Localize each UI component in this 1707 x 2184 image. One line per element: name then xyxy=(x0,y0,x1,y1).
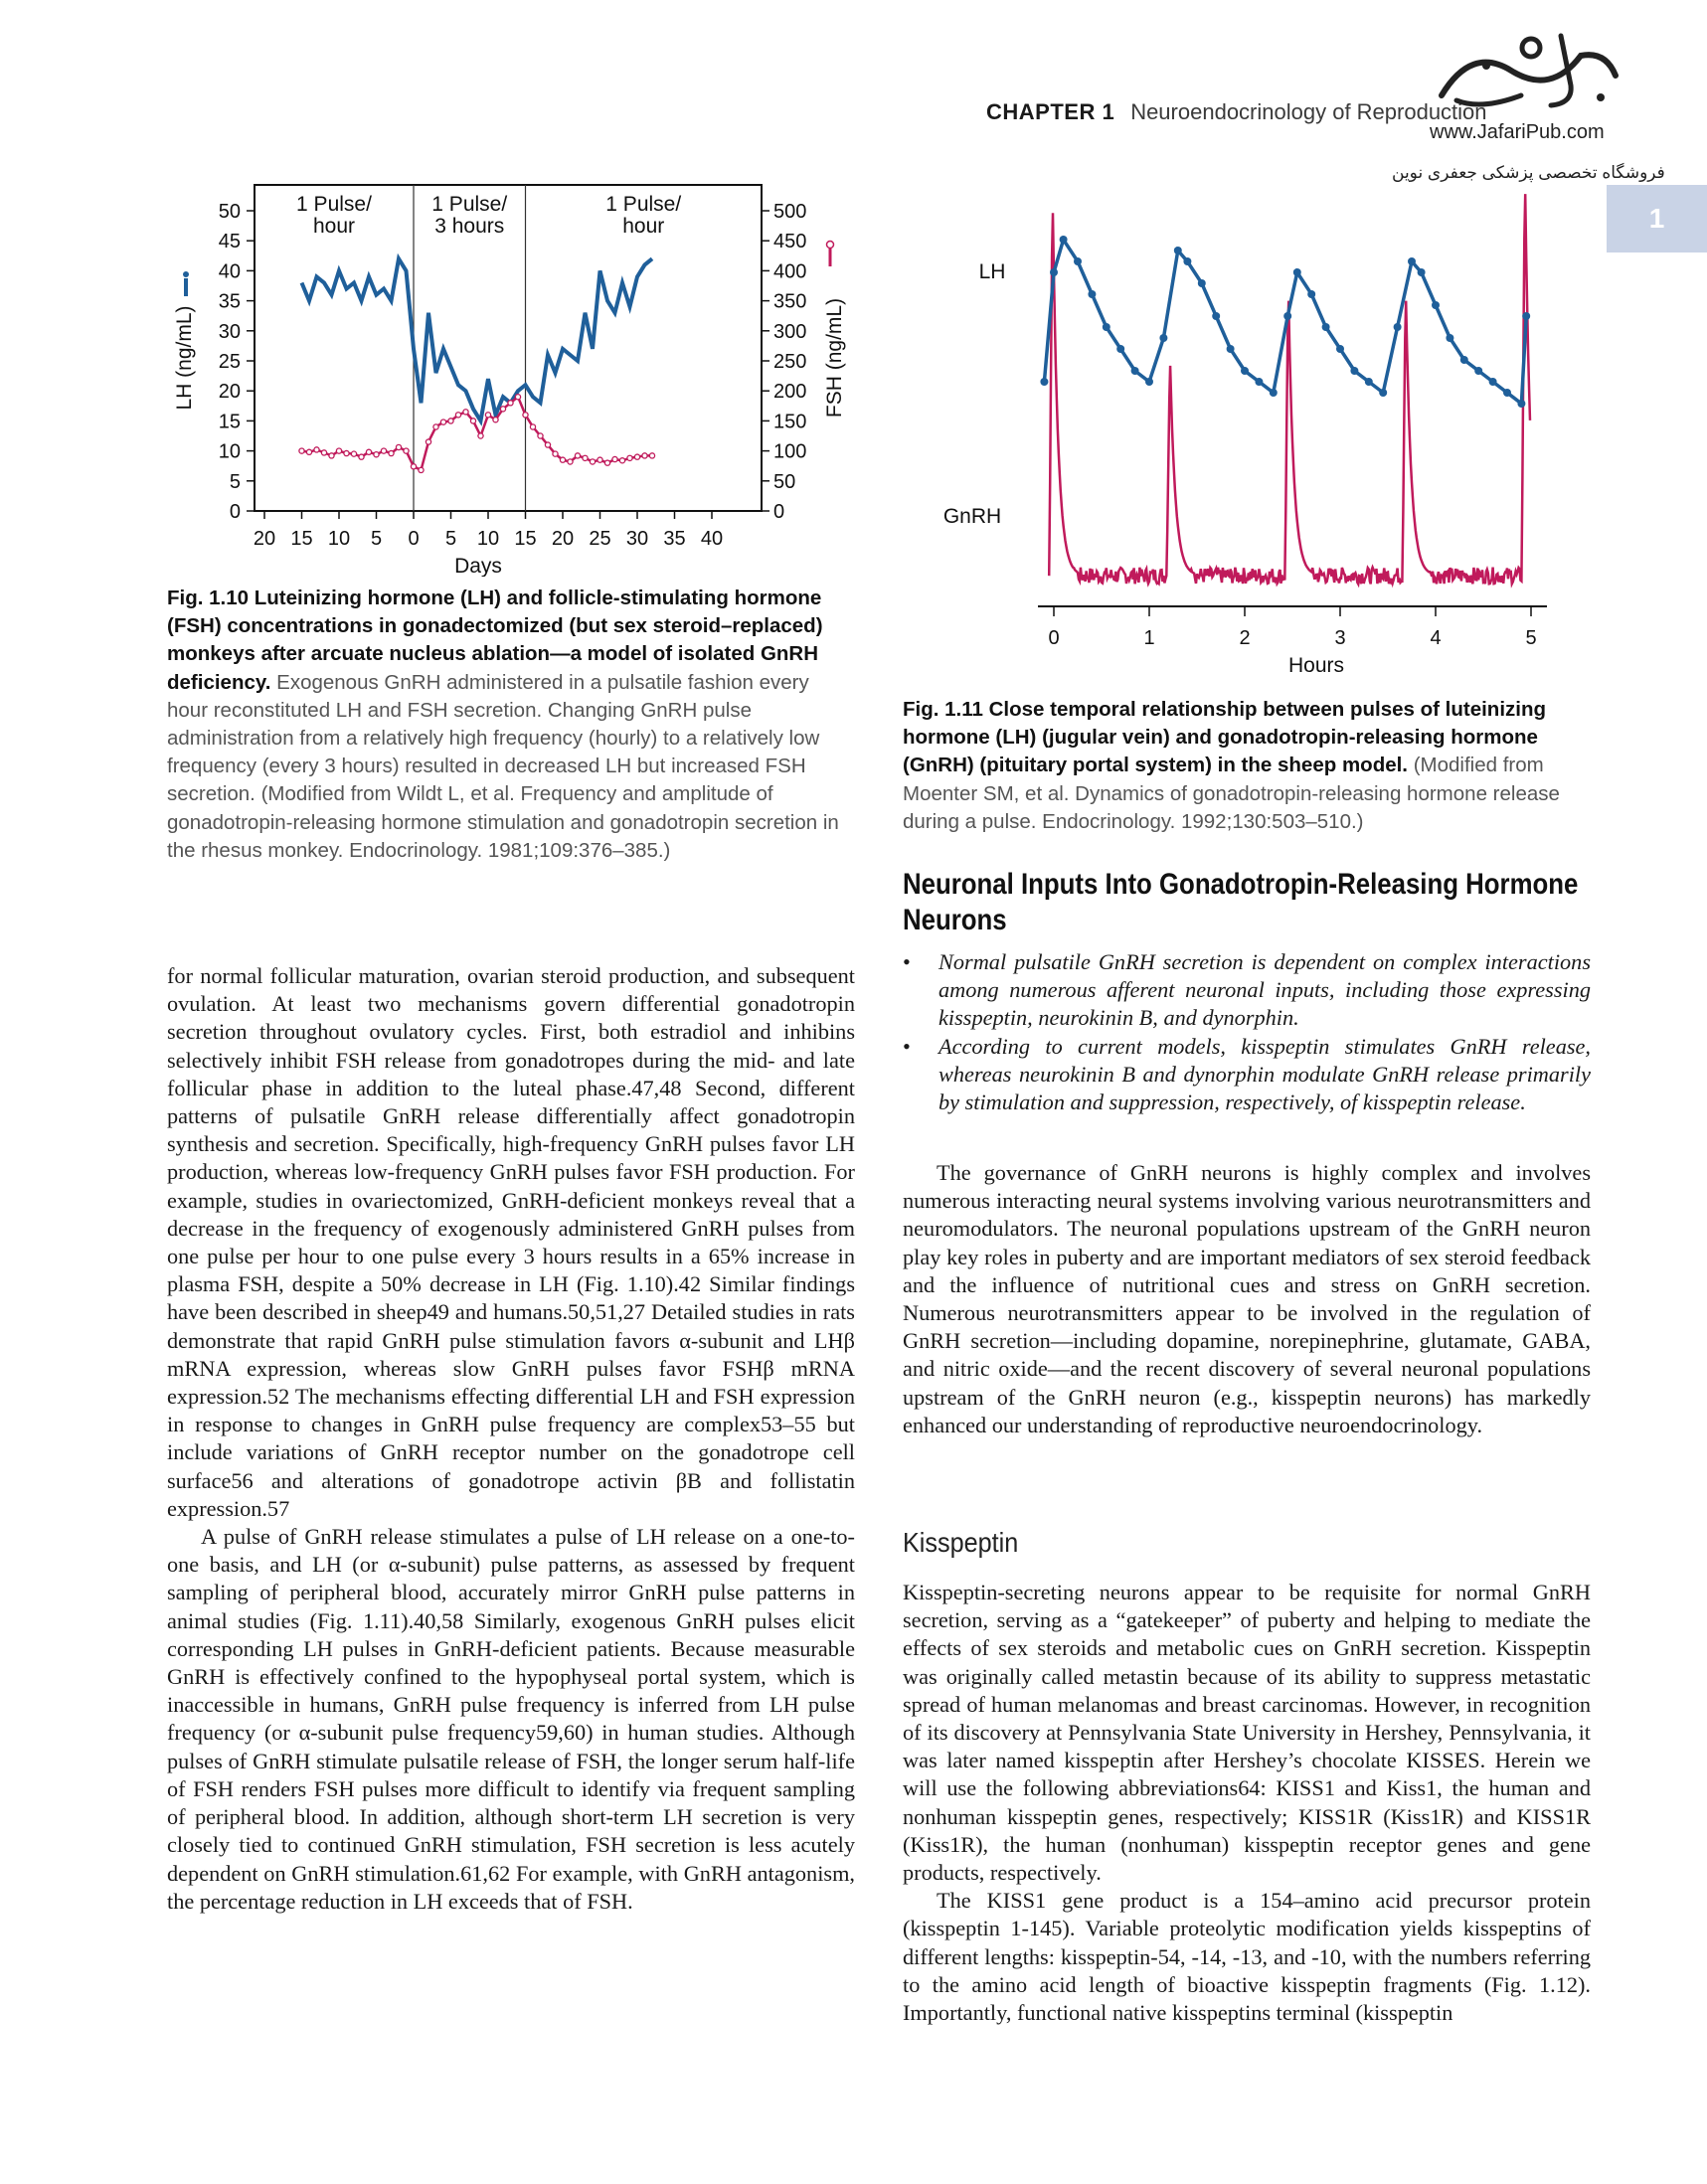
phase-label: hour xyxy=(312,215,356,238)
fsh-data-point xyxy=(419,467,424,472)
fsh-data-point xyxy=(463,410,468,415)
fsh-data-point xyxy=(485,413,490,418)
x-tick-label: 5 xyxy=(1525,627,1537,649)
fsh-data-point xyxy=(299,448,304,453)
y-right-tick-label: 150 xyxy=(773,411,807,433)
fsh-data-point xyxy=(389,450,394,455)
fsh-data-point xyxy=(500,407,505,412)
lh-data-point xyxy=(1103,323,1110,331)
chapter-label: CHAPTER 1 xyxy=(986,99,1115,124)
y-right-tick-label: 50 xyxy=(773,470,796,493)
y-left-tick-label: 45 xyxy=(218,231,241,253)
publisher-subtitle: فروشگاه تخصصی پزشکی جعفری نوین xyxy=(1392,163,1665,182)
figure-1-10-caption xyxy=(167,585,853,865)
lh-data-point xyxy=(1394,323,1402,331)
fsh-data-point xyxy=(642,453,647,458)
y-left-tick-label: 35 xyxy=(218,290,241,313)
x-tick-label: 0 xyxy=(1048,627,1060,649)
fsh-data-point xyxy=(538,433,543,438)
lh-data-point xyxy=(1293,268,1301,276)
fsh-data-point xyxy=(426,439,430,444)
paragraph: A pulse of GnRH release stimulates a pulse of LH release on a one-to-one basis, and LH (or α-subunit) pulse patterns, as assessed by frequent sampling of peripheral blood, accurately mirror GnRH pulse patterns in animal studies (Fig. 1.11).40,58 Similarly, exogenous GnRH pulses elicit corresponding LH pulses in GnRH-deficient patients. Because measurable GnRH is effectively confined to the hypophyseal portal system, which is inaccessible in humans, GnRH pulse frequency is inferred from LH pulse frequency (or α-subunit pulse frequency59,60) in human studies. Although pulses of GnRH stimulate pulsatile release of FSH, the longer serum half-life of FSH renders FSH pulses more difficult to identify via frequent sampling of peripheral blood. In addition, although short-term LH secretion is very closely tied to continued GnRH stimulation, FSH secretion is less acutely dependent on GnRH stimulation.61,62 For example, with GnRH antagonism, the percentage reduction in LH exceeds that of FSH. xyxy=(167,1524,855,1914)
figure-1-11-chart xyxy=(925,179,1561,676)
fsh-data-point xyxy=(411,464,416,469)
phase-label: 1 Pulse/ xyxy=(431,193,508,216)
fsh-data-point xyxy=(575,453,580,458)
list-item: • According to current models, kisspeptin stimulates GnRH release, whereas neurokinin B and dynorphin modulate GnRH release primarily by stimulation and suppression, respectively, of kisspeptin release. xyxy=(903,1033,1591,1117)
y-left-tick-label: 40 xyxy=(218,260,241,283)
lh-data-point xyxy=(1040,378,1048,386)
lh-data-point xyxy=(1336,345,1344,353)
lh-data-point xyxy=(1074,257,1082,265)
lh-data-point xyxy=(1522,312,1530,320)
x-tick-label: 20 xyxy=(551,528,575,550)
x-tick-label: 10 xyxy=(327,528,351,550)
fsh-data-point xyxy=(440,420,445,424)
y-left-tick-label: 50 xyxy=(218,201,241,223)
y-right-tick-label: 100 xyxy=(773,440,807,463)
x-tick-label: 2 xyxy=(1239,627,1251,649)
fsh-data-point xyxy=(545,442,550,447)
y-right-tick-label: 300 xyxy=(773,320,807,343)
fsh-data-point xyxy=(336,448,341,453)
fsh-data-point xyxy=(381,448,386,453)
caption-bold: Fig. 1.11 Close temporal relationship between pulses of luteinizing hormone (LH) (jugular vein) and gonadotropin-releasing hormone (GnRH) (pituitary portal system) in the sheep model. xyxy=(903,698,1547,777)
x-tick-label: 40 xyxy=(700,528,724,550)
chapter-tab: 1 xyxy=(1607,185,1707,252)
lh-data-point xyxy=(1183,257,1191,265)
x-tick-label: 4 xyxy=(1430,627,1442,649)
lh-series-line xyxy=(302,258,653,420)
caption-text: (Modified from Moenter SM, et al. Dynamics of gonadotropin-releasing hormone release during a pulse. Endocrinology. 1992;130:503–510.) xyxy=(903,754,1560,833)
paragraph: for normal follicular maturation, ovarian steroid production, and subsequent ovulation. At least two mechanisms govern differential gonadotropin secretion throughout ovulatory cycles. First, both estradiol and inhibins selectively inhibit FSH release from gonadotropes during the mid- and late follicular phase in addition to the luteal phase.47,48 Second, different patterns of pulsatile GnRH release differentially affect gonadotropin synthesis and secretion. Specifically, high-frequency GnRH pulses favor LH production, whereas low-frequency GnRH pulses favor FSH production. For example, studies in ovariectomized, GnRH-deficient monkeys reveal that a decrease in the frequency of exogenously administered GnRH pulses from one pulse per hour to one pulse every 3 hours results in a 65% increase in plasma FSH, despite a 50% decrease in LH (Fig. 1.10).42 Similar findings have been described in sheep49 and humans.50,51,27 Detailed studies in rats demonstrate that rapid GnRH pulse stimulation favors α-subunit and LHβ mRNA expression, whereas slow GnRH pulses favor FSHβ mRNA expression.52 The mechanisms effecting differential LH and FSH expression in response to changes in GnRH pulse frequency are complex53–55 but include variations of GnRH receptor number on the gonadotrope cell surface56 and alterations of gonadotrope activin βB and follistatin expression.57 xyxy=(167,963,855,1521)
lh-data-point xyxy=(1116,345,1124,353)
y-right-tick-label: 200 xyxy=(773,381,807,404)
fsh-data-point xyxy=(619,458,624,463)
phase-label: hour xyxy=(622,215,665,238)
lh-data-point xyxy=(1460,356,1468,364)
fsh-data-point xyxy=(590,459,595,464)
fsh-data-point xyxy=(634,454,639,459)
y-left-tick-label: 5 xyxy=(229,470,241,493)
figure-1-10-chart xyxy=(159,179,855,577)
fsh-data-point xyxy=(455,413,460,418)
x-tick-label: 10 xyxy=(476,528,500,550)
left-column-text xyxy=(167,962,855,1916)
lh-data-point xyxy=(1241,367,1249,375)
fsh-data-point xyxy=(612,456,617,461)
x-tick-label: 20 xyxy=(253,528,276,550)
lh-series-label: LH xyxy=(978,260,1006,283)
x-axis-label: Hours xyxy=(1287,654,1345,676)
fsh-data-point xyxy=(404,448,409,453)
lh-data-point xyxy=(1198,279,1206,287)
y-left-tick-label: 15 xyxy=(218,411,241,433)
fsh-data-point xyxy=(470,419,475,423)
chapter-title: Neuroendocrinology of Reproduction xyxy=(1130,99,1487,124)
x-tick-label: 1 xyxy=(1143,627,1155,649)
y-right-tick-label: 350 xyxy=(773,290,807,313)
lh-data-point xyxy=(1255,378,1263,386)
lh-series-line xyxy=(1044,240,1526,404)
x-tick-label: 0 xyxy=(408,528,420,550)
fsh-data-point xyxy=(478,433,483,438)
lh-data-point xyxy=(1446,334,1453,342)
lh-data-point xyxy=(1474,367,1482,375)
lh-data-point xyxy=(1350,367,1358,375)
lh-data-point xyxy=(1408,257,1416,265)
y-left-tick-label: 25 xyxy=(218,351,241,373)
fsh-data-point xyxy=(508,401,513,406)
fsh-data-point xyxy=(530,424,535,429)
fsh-data-point xyxy=(321,450,326,455)
figure-1-11-caption xyxy=(903,696,1599,836)
fsh-data-point xyxy=(448,419,453,423)
y-right-tick-label: 400 xyxy=(773,260,807,283)
lh-data-point xyxy=(1322,323,1330,331)
x-tick-label: 35 xyxy=(663,528,686,550)
paragraph: The KISS1 gene product is a 154–amino acid precursor protein (kisspeptin 1-145). Variable proteolytic modification yields kisspeptins of different lengths: kisspeptin-54, -14, -13, and -10, with the numbers referring to the amino acid length of bioactive kisspeptin fragments (Fig. 1.12). Importantly, functional native kisspeptins terminal (kisspeptin xyxy=(903,1888,1591,2026)
section-heading: Neuronal Inputs Into Gonadotropin-Releasing Hormone Neurons xyxy=(903,868,1579,936)
lh-data-point xyxy=(1270,389,1278,397)
x-tick-label: 15 xyxy=(514,528,537,550)
lh-data-point xyxy=(1489,378,1497,386)
lh-data-point xyxy=(1145,378,1153,386)
x-tick-label: 5 xyxy=(444,528,457,550)
lh-data-point xyxy=(1379,389,1387,397)
lh-data-point xyxy=(1307,290,1315,298)
fsh-data-point xyxy=(604,460,609,465)
lh-data-point xyxy=(1050,268,1058,276)
y-right-tick-label: 250 xyxy=(773,351,807,373)
lh-data-point xyxy=(1159,334,1167,342)
y-right-tick-label: 0 xyxy=(773,501,785,523)
lh-data-point xyxy=(1517,400,1525,408)
fsh-data-point xyxy=(627,455,632,460)
fsh-data-point xyxy=(568,459,573,464)
kisspeptin-text xyxy=(903,1579,1591,2027)
fsh-data-point xyxy=(396,444,401,449)
lh-series-marker xyxy=(183,271,189,277)
x-tick-label: 15 xyxy=(290,528,313,550)
gnrh-series-label: GnRH xyxy=(942,505,1002,528)
y-left-tick-label: 20 xyxy=(218,381,241,404)
fsh-data-point xyxy=(314,447,319,452)
lh-data-point xyxy=(1283,312,1291,320)
fsh-data-point xyxy=(649,453,654,458)
fsh-series-marker xyxy=(827,242,834,249)
lh-data-point xyxy=(1503,389,1511,397)
fsh-data-point xyxy=(597,457,602,462)
lh-data-point xyxy=(1227,345,1235,353)
fsh-data-point xyxy=(583,455,588,460)
lh-data-point xyxy=(1432,301,1440,309)
lh-data-point xyxy=(1212,312,1220,320)
fsh-data-point xyxy=(329,453,334,458)
x-tick-label: 3 xyxy=(1334,627,1346,649)
fsh-data-point xyxy=(433,424,438,429)
fsh-data-point xyxy=(523,413,528,418)
lh-data-point xyxy=(1418,268,1426,276)
y-left-tick-label: 0 xyxy=(229,501,241,523)
fsh-data-point xyxy=(374,452,379,457)
caption-bold: Fig. 1.10 Luteinizing hormone (LH) and follicle-stimulating hormone (FSH) concentrations in gonadectomized (but sex steroid–replaced) monkeys after arcuate nucleus ablation—a model of isolated GnRH deficiency. xyxy=(167,587,823,694)
lh-data-point xyxy=(1060,236,1068,244)
x-axis-label: Days xyxy=(454,555,502,577)
y-right-tick-label: 500 xyxy=(773,201,807,223)
fsh-data-point xyxy=(344,450,349,455)
fsh-data-point xyxy=(351,451,356,456)
paragraph: Kisspeptin-secreting neurons appear to be requisite for normal GnRH secretion, serving as a “gatekeeper” of puberty and helping to mediate the effects of sex steroids and metabolic cues on GnRH secretion. Kisspeptin was originally called metastin because of its ability to suppress metastatic spread of human melanomas and breast carcinomas. However, in recognition of its discovery at Pennsylvania State University in Hershey, Pennsylvania, it was later named kisspeptin after Hershey’s chocolate KISSES. Herein we will use the following abbreviations64: KISS1 and Kiss1, the human and nonhuman kisspeptin genes, respectively; KISS1R (Kiss1R) and KISS1R (Kiss1R), the human (nonhuman) kisspeptin receptor genes and gene products, respectively. xyxy=(903,1580,1591,1886)
publisher-logo-icon xyxy=(1412,26,1630,115)
lh-data-point xyxy=(1131,367,1139,375)
x-tick-label: 30 xyxy=(625,528,649,550)
paragraph: The governance of GnRH neurons is highly complex and involves numerous interacting neural systems involving various neurotransmitters and neuromodulators. The neuronal populations upstream of the GnRH neuron play key roles in puberty and are important mediators of sex steroid feedback and the influence of nutritional cues and stress on GnRH secretion. Numerous neurotransmitters appear to be involved in the regulation of GnRH secretion—including dopamine, norepinephrine, glutamate, GABA, and nitric oxide—and the recent discovery of several neuronal populations upstream of the GnRH neuron (e.g., kisspeptin neurons) has markedly enhanced our understanding of reproductive neuroendocrinology. xyxy=(903,1160,1591,1437)
phase-label: 3 hours xyxy=(434,215,505,238)
subsection-heading: Kisspeptin xyxy=(903,1527,1019,1558)
lh-data-point xyxy=(1365,378,1373,386)
gnrh-series-line xyxy=(1049,194,1530,584)
x-tick-label: 25 xyxy=(589,528,611,550)
publisher-url[interactable]: www.JafariPub.com xyxy=(1430,121,1605,143)
caption-text: Exogenous GnRH administered in a pulsatile fashion every hour reconstituted LH and FSH secretion. Changing GnRH pulse administration from a relatively high frequency (hourly) to a relatively low frequency (every 3 hours) resulted in decreased LH but increased FSH secretion. (Modified from Wildt L, et al. Frequency and amplitude of gonadotropin-releasing hormone stimulation and gonadotropin secretion in the rhesus monkey. Endocrinology. 1981;109:376–385.) xyxy=(167,670,839,862)
y-right-axis-label: FSH (ng/mL) xyxy=(823,297,846,419)
list-item: • Normal pulsatile GnRH secretion is dependent on complex interactions among numerous afferent neuronal inputs, including those expressing kisspeptin, neurokinin B, and dynorphin. xyxy=(903,948,1591,1033)
x-tick-label: 5 xyxy=(370,528,383,550)
fsh-data-point xyxy=(359,454,364,459)
fsh-data-point xyxy=(515,395,520,400)
lh-data-point xyxy=(1088,290,1096,298)
phase-label: 1 Pulse/ xyxy=(296,193,372,216)
fsh-data-point xyxy=(553,451,558,456)
fsh-data-point xyxy=(306,449,311,454)
lh-data-point xyxy=(1174,247,1182,254)
fsh-data-point xyxy=(493,418,498,422)
fsh-data-point xyxy=(560,457,565,462)
governance-text xyxy=(903,1159,1591,1439)
y-left-axis-label: LH (ng/mL) xyxy=(173,305,196,411)
phase-label: 1 Pulse/ xyxy=(605,193,682,216)
key-points-list xyxy=(903,948,1591,1116)
y-left-tick-label: 10 xyxy=(218,440,241,463)
y-right-tick-label: 450 xyxy=(773,231,807,253)
fsh-data-point xyxy=(366,449,371,454)
y-left-tick-label: 30 xyxy=(218,320,241,343)
